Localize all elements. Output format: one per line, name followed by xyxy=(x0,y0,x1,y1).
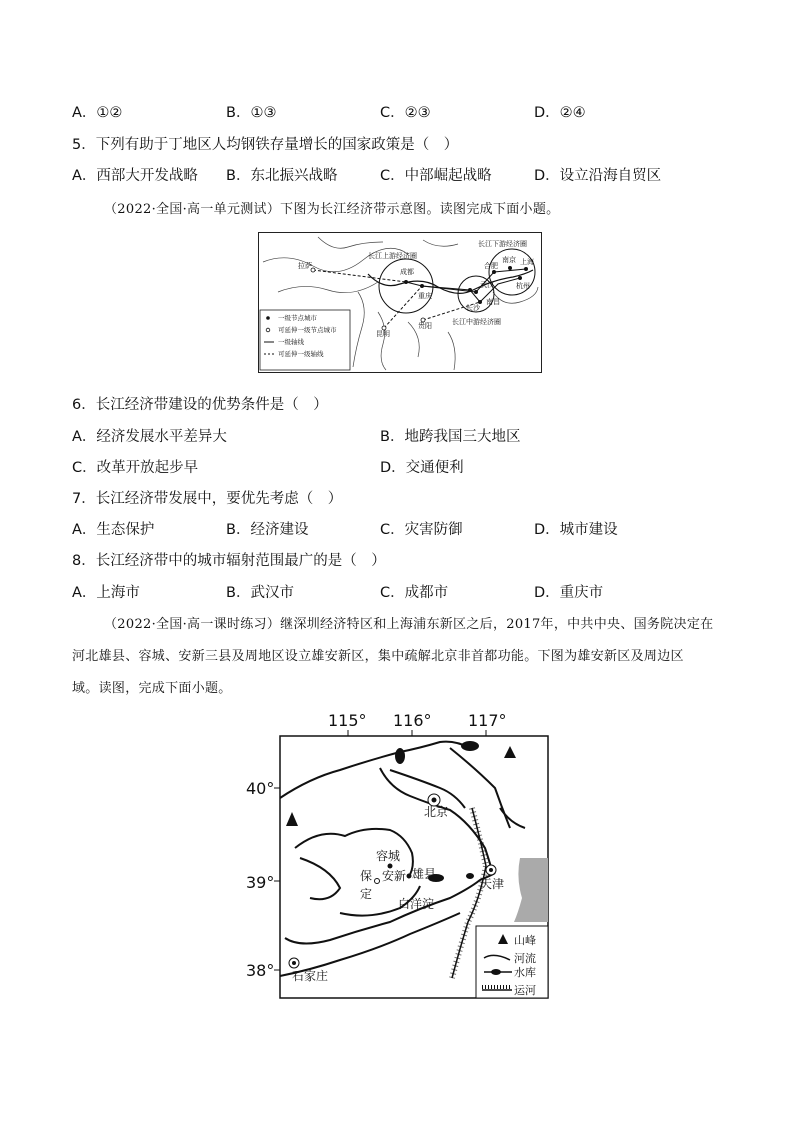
map1-wuhan: 武汉 xyxy=(480,281,494,289)
q7-option-b[interactable]: B．经济建设 xyxy=(226,522,309,538)
baiyangdian-lake: 白洋淀 xyxy=(398,897,435,911)
q7-option-a[interactable]: A．生态保护 xyxy=(72,522,155,538)
q8-option-a[interactable]: A．上海市 xyxy=(72,585,140,601)
map1-hangzhou: 杭州 xyxy=(516,282,530,290)
city-baoding-1: 保 xyxy=(360,869,373,883)
q5-option-d[interactable]: D．设立沿海自贸区 xyxy=(534,168,662,184)
q6-options-row1 xyxy=(72,425,754,446)
map2-legend xyxy=(476,926,548,998)
map1-lasa: 拉萨 xyxy=(298,262,312,270)
q5-option-a[interactable]: A．西部大开发战略 xyxy=(72,168,198,184)
map1-legend-1: 可延伸一级节点城市 xyxy=(278,326,337,334)
city-tianjin: 天津 xyxy=(480,877,505,891)
intro-xiongan-line3: 域。读图，完成下面小题。 xyxy=(72,681,232,696)
q5-option-c[interactable]: C．中部崛起战略 xyxy=(380,168,492,184)
q6-option-c[interactable]: C．改革开放起步早 xyxy=(72,460,199,476)
map1-chengdu: 成都 xyxy=(400,268,414,276)
map1-legend-3: 可延伸一级轴线 xyxy=(278,350,324,358)
lat-39: 39° xyxy=(246,873,275,892)
yangtze-economic-belt-map xyxy=(258,232,542,373)
q4-option-b[interactable]: B．①③ xyxy=(226,105,277,121)
map1-kunming: 昆明 xyxy=(376,330,390,338)
map2-legend-reservoir: 水库 xyxy=(514,966,536,979)
q7-stem: 7．长江经济带发展中，要优先考虑（ ） xyxy=(72,491,343,507)
city-beijing: 北京 xyxy=(424,805,449,819)
legend-primary-node-icon xyxy=(266,316,270,320)
map1-chongqing: 重庆 xyxy=(418,292,432,300)
city-anxin: 安新 xyxy=(382,869,407,883)
map1-legend xyxy=(260,310,350,370)
lon-117: 117° xyxy=(468,711,507,730)
city-xiongxian: 雄县 xyxy=(412,867,437,881)
map2-legend-canal: 运河 xyxy=(514,984,536,997)
q7-options xyxy=(72,518,754,539)
q6-stem: 6．长江经济带建设的优势条件是（ ） xyxy=(72,397,328,413)
map1-lower-label: 长江下游经济圈 xyxy=(478,240,527,248)
intro-xiongan-line2: 河北雄县、容城、安新三县及周地区设立雄安新区，集中疏解北京非首都功能。下图为雄安新区及周边区 xyxy=(72,649,684,664)
q4-option-c[interactable]: C．②③ xyxy=(380,105,431,121)
q6-option-d[interactable]: D．交通便利 xyxy=(380,460,464,476)
q6-option-a[interactable]: A．经济发展水平差异大 xyxy=(72,429,227,445)
map1-upper-label: 长江上游经济圈 xyxy=(368,252,417,260)
q6-options-row2 xyxy=(72,456,754,477)
q5-option-b[interactable]: B．东北振兴战略 xyxy=(226,168,338,184)
q8-stem: 8．长江经济带中的城市辐射范围最广的是（ ） xyxy=(72,553,386,569)
legend-extendable-node-icon xyxy=(266,328,270,332)
q8-option-c[interactable]: C．成都市 xyxy=(380,585,449,601)
q7-option-d[interactable]: D．城市建设 xyxy=(534,522,618,538)
q5-options xyxy=(72,164,754,185)
city-shijiazhuang: 石家庄 xyxy=(292,969,329,983)
lon-116: 116° xyxy=(393,711,432,730)
q8-option-b[interactable]: B．武汉市 xyxy=(226,585,294,601)
map1-shanghai: 上海 xyxy=(520,258,534,266)
map1-guiyang: 贵阳 xyxy=(418,322,432,330)
q4-option-a[interactable]: A．①② xyxy=(72,105,123,121)
xiongan-new-area-map xyxy=(240,708,560,1002)
map2-legend-river: 河流 xyxy=(514,952,536,965)
q8-option-d[interactable]: D．重庆市 xyxy=(534,585,604,601)
map1-nanjing: 南京 xyxy=(502,256,516,264)
q5-stem: 5．下列有助于丁地区人均钢铁存量增长的国家政策是（ ） xyxy=(72,137,459,153)
map1-legend-2: 一级轴线 xyxy=(278,338,304,346)
intro-xiongan-line1: （2022·全国·高一课时练习）继深圳经济特区和上海浦东新区之后，2017年，中共中央、国务院决定在 xyxy=(104,617,714,632)
q4-options xyxy=(72,101,754,122)
lat-40: 40° xyxy=(246,779,275,798)
map1-middle-label: 长江中游经济圈 xyxy=(452,318,501,326)
city-baoding-2: 定 xyxy=(360,887,373,901)
lon-115: 115° xyxy=(328,711,367,730)
q7-option-c[interactable]: C．灾害防御 xyxy=(380,522,463,538)
q8-options xyxy=(72,581,754,602)
map1-legend-0: 一级节点城市 xyxy=(278,314,317,322)
map2-legend-peak: 山峰 xyxy=(514,934,536,947)
map1-changsha: 长沙 xyxy=(466,304,480,312)
map1-nanchang: 南昌 xyxy=(486,298,500,306)
q6-option-b[interactable]: B．地跨我国三大地区 xyxy=(380,429,521,445)
intro-yangtze: （2022·全国·高一单元测试）下图为长江经济带示意图。读图完成下面小题。 xyxy=(104,202,560,217)
map1-hefei: 合肥 xyxy=(484,262,498,270)
q4-option-d[interactable]: D．②④ xyxy=(534,105,586,121)
city-rongcheng: 容城 xyxy=(376,849,401,863)
lat-38: 38° xyxy=(246,961,275,980)
